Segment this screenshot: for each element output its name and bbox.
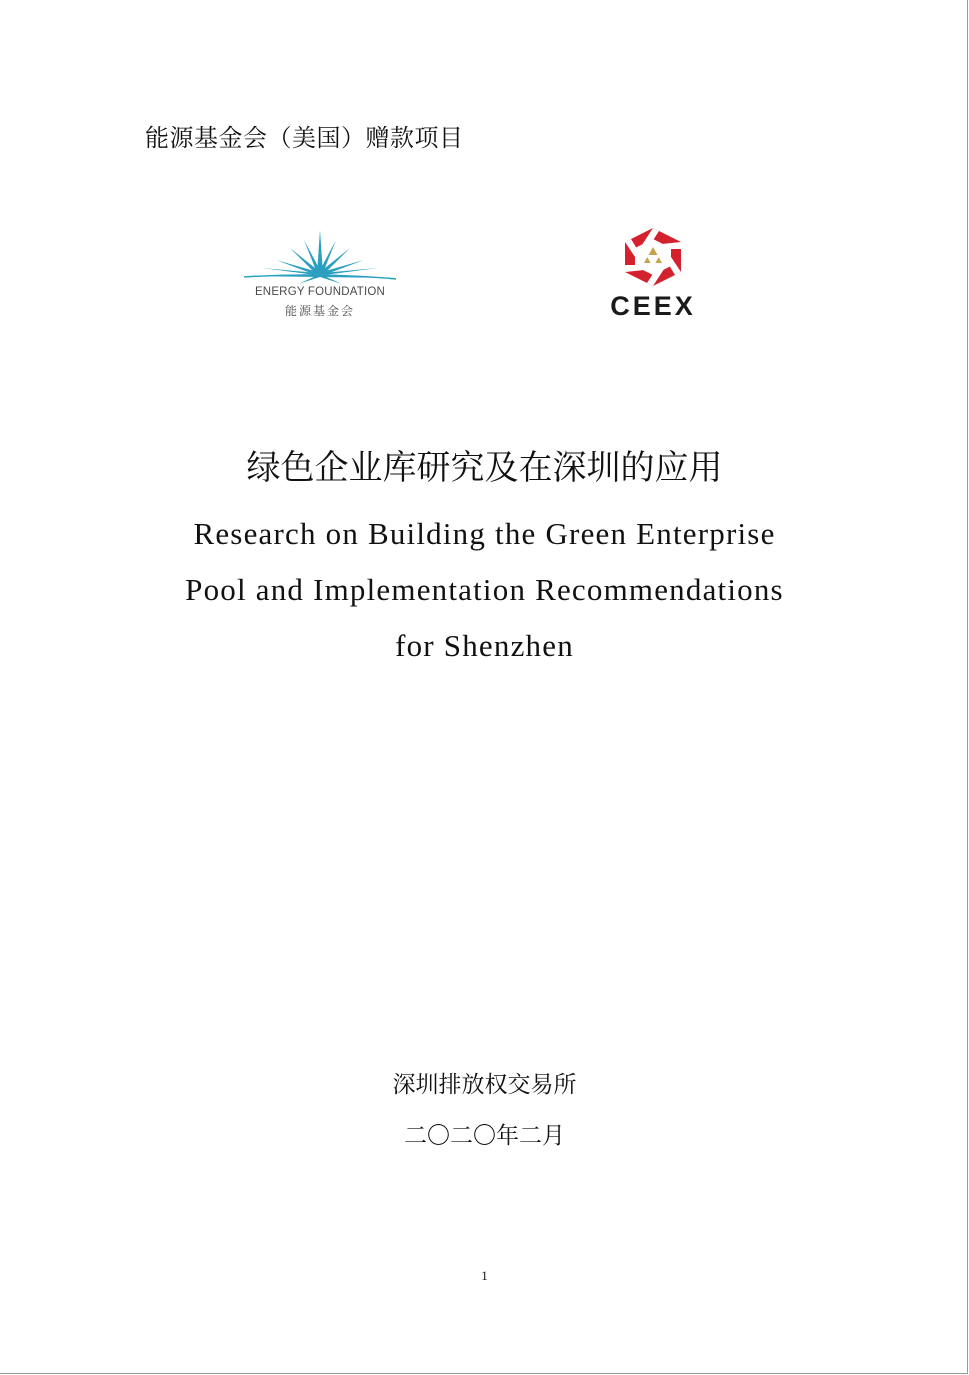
title-english-line-2: Pool and Implementation Recommendations: [185, 572, 784, 607]
energy-foundation-logo: [240, 226, 400, 322]
grant-project-label: 能源基金会（美国）赠款项目: [145, 124, 464, 152]
energy-foundation-name-cn: 能源基金会: [284, 304, 355, 318]
page-number: 1: [481, 1268, 488, 1283]
energy-foundation-name-en: ENERGY FOUNDATION: [254, 286, 386, 298]
ceex-logo: [606, 225, 700, 325]
title-english-line-1: Research on Building the Green Enterprise: [193, 516, 776, 551]
title-chinese: 绿色企业库研究及在深圳的应用: [246, 448, 723, 488]
starburst-icon: [240, 226, 400, 286]
title-english-line-3: for Shenzhen: [395, 628, 574, 663]
publication-date: 二〇二〇年二月: [404, 1123, 565, 1149]
ceex-emblem-icon: [606, 225, 700, 289]
organization-name: 深圳排放权交易所: [392, 1072, 577, 1098]
ceex-wordmark: CEEX: [610, 291, 696, 321]
title-english: [0, 506, 969, 674]
